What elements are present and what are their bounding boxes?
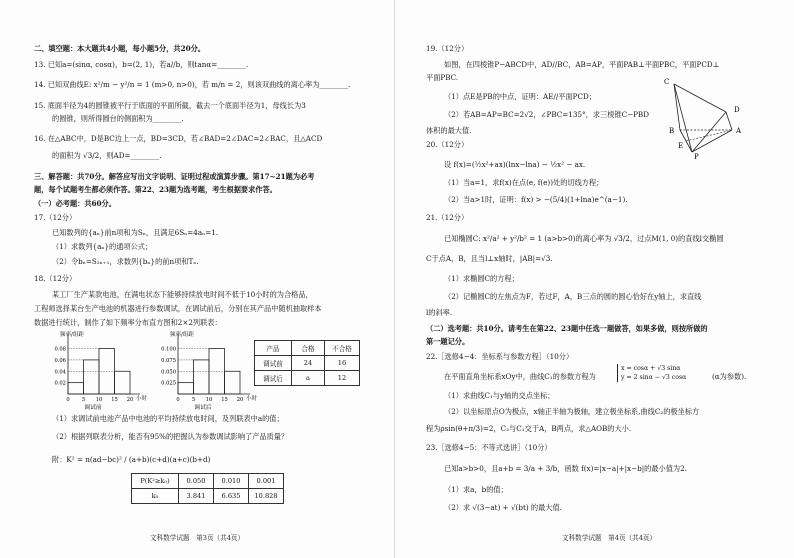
optional-section-title-2: 第一题记分。 — [426, 337, 470, 346]
table-cell: 调试前 — [255, 356, 292, 371]
question-19-part2: （2）若AB=AP=BC=2√2，∠PBC=135°，求三棱锥C−PBD — [444, 110, 649, 119]
section-fill-blank-title: 二、填空题：本大题共4小题，每小题5分，共20分。 — [34, 44, 205, 53]
histogram-bar — [194, 360, 210, 394]
question-18-stem3: 数据进行统计，制作了如下频率分布直方图和2×2列联表： — [34, 318, 222, 327]
y-tick-label: 0.04 — [54, 369, 66, 376]
histogram-bar — [115, 371, 131, 394]
question-23-header: 23.［选修4−5：不等式选讲］（10分） — [426, 443, 552, 452]
parameter-note: (α为参数). — [712, 372, 747, 381]
question-14: 14. 已知双曲线E: x²/m − y²/n = 1 (m>0, n>0)，若 m/n = 2，则该双曲线的离心率为________. — [34, 80, 351, 89]
question-18-part1: （1）求调试前电池产品中电池的平均持续放电时间，及列联表中a的值； — [52, 414, 284, 423]
x-tick-label: 10 — [95, 397, 103, 403]
y-tick-label: 0.050 — [161, 369, 176, 376]
question-21-part2: （2）记椭圆C的左焦点为F，若过F，A，B三点的圆的圆心恰好在y轴上，求直线 — [444, 292, 702, 301]
table-cell: P(K²≥k₀) — [132, 474, 179, 489]
section-answer-title-1: 三、解答题：共70分。解答应写出文字说明、证明过程或演算步骤。第17~21题为必考 — [34, 172, 315, 181]
y-tick-label: 0.100 — [161, 346, 176, 353]
x-tick-label: 15 — [221, 397, 228, 403]
table-row — [255, 371, 360, 386]
x-tick-label: 5 — [81, 397, 86, 403]
x-tick-label: 20 — [126, 397, 134, 403]
x-tick-label: 20 — [236, 397, 244, 403]
edge-line — [692, 130, 732, 152]
table-cell: 3.841 — [179, 489, 214, 504]
question-13: 13. 已知a=(sinα, cosα)，b=(2, 1)，若a//b，则tanα=________. — [34, 60, 249, 69]
question-17-part1: （1）求数列{aₙ}的通项公式； — [52, 242, 153, 251]
required-section-title: （一）必考题：共60分。 — [34, 199, 116, 208]
table-row — [255, 356, 360, 371]
question-22-stem: 在平面直角坐标系xOy中，曲线C₁的参数方程为 — [444, 372, 596, 381]
question-19-part1: （1）点E是PB的中点，证明：AE//平面PCD； — [444, 92, 596, 101]
table-header-cell: 合格 — [292, 341, 325, 356]
x-axis-label: 小时 — [136, 396, 148, 402]
x-tick-label: 15 — [111, 397, 118, 403]
vertex-label-c: C — [664, 78, 670, 86]
table-cell: 6.635 — [214, 489, 249, 504]
formula-k-squared: 附：K² = n(ad−bc)² / (a+b)(c+d)(a+c)(b+d) — [52, 455, 211, 464]
histogram-bar — [178, 383, 194, 394]
parametric-y: y = 2 sinα − √3 cosα — [621, 374, 687, 381]
left-page-footer: 文科数学试题 第3页（共4页） — [150, 534, 245, 542]
question-17-header: 17.（12分） — [34, 213, 77, 222]
histogram-bar — [84, 360, 100, 394]
histogram-bar — [68, 383, 84, 394]
table-header-cell: 不合格 — [325, 341, 360, 356]
table-row — [132, 489, 284, 504]
table-header-cell: 产品 — [255, 341, 292, 356]
y-tick-label: 0.02 — [54, 380, 66, 387]
table-cell: 16 — [325, 356, 360, 371]
y-tick-label: 0.075 — [161, 357, 176, 364]
contingency-header-row — [255, 341, 360, 356]
question-21-part1: （1）求椭圆C的方程； — [444, 274, 519, 283]
table-cell: 0.050 — [179, 474, 214, 489]
question-18-header: 18.（12分） — [34, 274, 77, 283]
table-cell: 24 — [292, 356, 325, 371]
pyramid-figure — [660, 78, 746, 160]
table-cell: a — [292, 371, 325, 386]
histogram-caption: 调试前 — [84, 405, 102, 410]
question-15-line2: 的圆锥，则所得圆台的侧面积为________. — [52, 114, 184, 123]
question-15-line1: 15. 底面半径为4的圆锥被平行于底面的平面所截，截去一个底面半径为1，母线长为3 — [34, 101, 306, 110]
y-tick-label: 0.06 — [54, 357, 66, 364]
question-21-part2-cont: l的斜率. — [426, 308, 453, 317]
table-row — [132, 474, 284, 489]
question-19-part2-cont: 体积的最大值. — [426, 126, 472, 135]
question-18-part2: （2）根据列联表分析，能否有95%的把握认为参数调试影响了产品质量？ — [52, 432, 289, 441]
y-tick-label: 0.08 — [54, 346, 66, 353]
histogram-caption: 调试后 — [194, 405, 212, 410]
table-cell: 12 — [325, 371, 360, 386]
vertex-label-e: E — [678, 142, 684, 150]
question-22-part1: （1）求曲线C₁与y轴的交点坐标； — [444, 391, 555, 400]
y-tick-label: 0.025 — [161, 380, 176, 387]
parametric-x: x = cosα + √3 sinα — [621, 365, 681, 372]
critical-value-table — [131, 473, 284, 504]
question-20-stem: 设 f(x)=(½x²+ax)(lnx−lna) − ½x² − ax. — [444, 160, 586, 169]
section-answer-title-2: 题，每个试题考生都必须作答。第22、23题为选考题，考生根据要求作答。 — [34, 185, 277, 194]
edge-line — [726, 112, 732, 130]
vertex-label-b: B — [669, 127, 675, 135]
edge-line — [692, 112, 726, 152]
question-21-header: 21.（12分） — [426, 213, 469, 222]
x-tick-label: 0 — [66, 397, 70, 403]
table-cell: 0.010 — [214, 474, 249, 489]
edge-line — [674, 84, 726, 112]
vertex-label-a: A — [736, 127, 742, 135]
histogram-before-debug — [40, 330, 150, 410]
x-tick-label: 10 — [205, 397, 213, 403]
parametric-equations — [617, 364, 686, 382]
question-23-part1: （1）求a，b的值； — [444, 485, 508, 494]
right-page-footer: 文科数学试题 第4页（共4页） — [562, 534, 657, 542]
question-23-stem: 已知a>b>0，且a+b = 3/a + 3/b，函数 f(x)=|x−a|+|x−b|的最小值为2. — [444, 464, 687, 473]
question-16-line2: 的面积为 √3/2，则AD=________. — [52, 151, 162, 160]
x-tick-label: 0 — [176, 397, 180, 403]
edge-line — [674, 84, 680, 130]
question-21-stem1: 已知椭圆C: x²/a² + y²/b² = 1 (a>b>0)的离心率为 √3/2，过点M(1, 0)的直线l交椭圆 — [444, 234, 724, 243]
question-16-line1: 16. 在△ABC中，D是BC边上一点，BD=3CD，若∠BAD=2∠DAC=2∠BAC，且△ACD — [34, 134, 323, 143]
y-axis-label: 频率/组距 — [60, 332, 84, 338]
question-18-stem1: 某工厂生产某款电池，在满电状态下能够持续放电时间不低于10小时的为合格品， — [52, 290, 313, 299]
x-tick-label: 5 — [191, 397, 196, 403]
question-19-stem1: 如图，在四棱锥P−ABCD中，AD//BC，AB=AP，平面PAB⊥平面PBC，平面PCD⊥ — [444, 60, 720, 69]
question-20-header: 20.（12分） — [426, 140, 469, 149]
x-axis-label: 小时 — [246, 396, 258, 402]
table-cell: k₀ — [132, 489, 179, 504]
question-23-part2: （2）求 √(3−at) + √(bt) 的最大值. — [444, 503, 562, 512]
page-divider — [394, 0, 395, 558]
question-17-stem: 已知数列的{aₙ}前n项和为Sₙ，且满足6Sₙ=4aₙ=1. — [52, 228, 219, 237]
question-21-stem2: C于点A，B，且当l⊥x轴时，|AB|=√3. — [426, 254, 553, 263]
question-20-part1: （1）当a=1，求f(x)在点(e, f(e))处的切线方程； — [444, 178, 604, 187]
contingency-table — [254, 340, 360, 386]
question-17-part2: （2）令bₙ=S₂ₙ₊₁，求数列{bₙ}的前n项和Tₙ. — [52, 257, 199, 266]
histogram-bar — [225, 371, 241, 394]
question-22-header: 22.［选修4−4：坐标系与参数方程］（10分） — [426, 352, 574, 361]
y-axis-label: 频率/组距 — [170, 332, 194, 338]
question-19-stem2: 平面PBC. — [426, 73, 459, 82]
question-19-header: 19.（12分） — [426, 44, 469, 53]
question-22-part2-cont: 程为ρsin(θ+π/3)=2，C₂与C₁交于A，B两点，求△AOB的大小. — [426, 424, 632, 433]
optional-section-title-1: （二）选考题：共10分。请考生在第22、23题中任选一题做答，如果多做，则按所做的 — [426, 324, 708, 333]
question-22-part2: （2）以坐标原点O为极点，x轴正半轴为极轴，建立极坐标系,曲线C₂的极坐标方 — [444, 407, 700, 416]
histogram-after-debug — [150, 330, 262, 410]
vertex-label-d: D — [734, 106, 740, 114]
question-20-part2: （2）当a>1时，证明：f(x) > −(5/4)(1+lna)e^(a−1). — [444, 195, 628, 204]
table-cell: 调试后 — [255, 371, 292, 386]
question-18-stem2: 工程师选择某台生产电池的机器进行参数调试，在调试前后，分别在其产品中随机抽取样本 — [34, 304, 322, 313]
vertex-label-p: P — [694, 153, 699, 160]
table-cell: 10.828 — [249, 489, 284, 504]
table-cell: 0.001 — [249, 474, 284, 489]
